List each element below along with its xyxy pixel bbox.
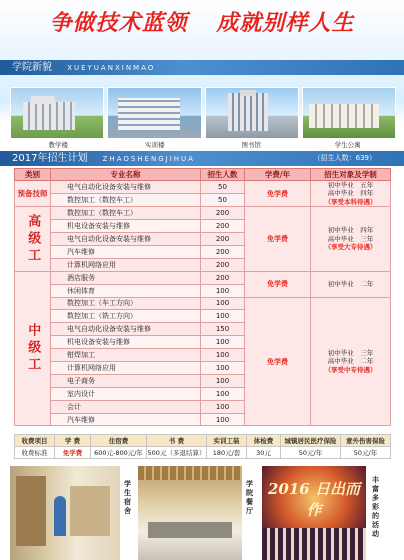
target-cell <box>311 297 391 426</box>
fee-value: 180元/套 <box>207 447 247 459</box>
fee-standard-table <box>14 434 391 459</box>
target-line: 初中毕业 三年 <box>327 348 374 357</box>
fee-header: 实训工装 <box>207 435 247 447</box>
caption-library: 图书馆 <box>241 141 261 149</box>
major-name: 数控加工（数控车工） <box>51 194 201 207</box>
enroll-count: 200 <box>201 220 245 233</box>
fee-header: 收费项目 <box>15 435 55 447</box>
major-name: 机电设备安装与维修 <box>51 336 201 349</box>
enroll-count: 100 <box>201 400 245 413</box>
photo-dormitory <box>10 466 120 560</box>
fee-value: 收费标准 <box>15 447 55 459</box>
fee-header: 书 费 <box>147 435 207 447</box>
slogan-banner <box>0 6 404 50</box>
caption-activities: 丰富多彩的活动 <box>372 476 379 538</box>
fee-header: 学 费 <box>55 435 91 447</box>
major-name: 数控加工（铣工方向） <box>51 310 201 323</box>
plan-section-pinyin: ZHAOSHENGJIHUA <box>102 155 195 163</box>
enroll-count: 100 <box>201 349 245 362</box>
major-name: 钳焊加工 <box>51 349 201 362</box>
enroll-count: 200 <box>201 233 245 246</box>
major-name: 计算机网络应用 <box>51 362 201 375</box>
target-line: 初中毕业 五年 <box>327 181 374 189</box>
target-line: 高中毕业 四年 <box>327 189 374 198</box>
enroll-count: 50 <box>201 194 245 207</box>
column-header: 招生人数 <box>201 169 245 181</box>
fee-value: 500元（多退结算） <box>147 447 207 459</box>
column-header: 专业名称 <box>51 169 201 181</box>
enroll-count: 100 <box>201 413 245 426</box>
enroll-count: 100 <box>201 284 245 297</box>
column-header: 学费/年 <box>245 169 311 181</box>
enroll-count: 50 <box>201 181 245 194</box>
enroll-count: 200 <box>201 271 245 284</box>
major-name: 电气自动化设备安装与维修 <box>51 323 201 336</box>
enroll-count: 200 <box>201 258 245 271</box>
major-name: 计算机网络应用 <box>51 258 201 271</box>
enroll-count: 200 <box>201 207 245 220</box>
target-cell <box>311 207 391 271</box>
major-name: 机电设备安装与维修 <box>51 220 201 233</box>
fee-header: 体检费 <box>247 435 281 447</box>
major-name: 汽车维修 <box>51 245 201 258</box>
target-note: （享受本科待遇） <box>324 197 377 206</box>
fee-header: 意外伤害保险 <box>341 435 391 447</box>
enroll-count: 100 <box>201 362 245 375</box>
major-name: 酒店服务 <box>51 271 201 284</box>
enrollment-plan-body <box>15 169 391 426</box>
slogan-left: 争做技术蓝领 <box>49 10 188 36</box>
category-cell: 高级工 <box>15 207 51 271</box>
enroll-count: 200 <box>201 245 245 258</box>
fee-value: 免学费 <box>55 447 91 459</box>
tuition-cell: 免学费 <box>245 181 311 207</box>
caption-teaching-building: 教学楼 <box>48 141 68 149</box>
category-cell: 预备技师 <box>15 181 51 207</box>
fee-value: 50元/年 <box>281 447 341 459</box>
caption-canteen: 学院餐厅 <box>246 480 253 515</box>
slogan-right: 成就别样人生 <box>216 10 355 36</box>
major-name: 会计 <box>51 400 201 413</box>
photo-library <box>205 87 299 139</box>
enroll-count: 100 <box>201 387 245 400</box>
target-cell <box>311 271 391 297</box>
tuition-cell: 免学费 <box>245 271 311 297</box>
campus-section-pinyin: XUEYUANXINMAO <box>67 64 156 72</box>
photo-training-building <box>107 87 201 139</box>
fee-value: 600元-800元/年 <box>91 447 147 459</box>
fee-value-row <box>15 447 391 459</box>
caption-training-building: 实训楼 <box>145 141 165 149</box>
target-cell <box>311 181 391 207</box>
campus-section-bar <box>0 60 404 75</box>
campus-section-title: 学院新貌 <box>12 62 52 73</box>
major-name: 电子商务 <box>51 374 201 387</box>
column-header: 类别 <box>15 169 51 181</box>
table-row <box>15 181 391 194</box>
enroll-count: 150 <box>201 323 245 336</box>
activities-banner-text: 2016 日出而作 <box>268 480 360 519</box>
fee-header: 城镇居民医疗保险 <box>281 435 341 447</box>
enroll-count: 100 <box>201 336 245 349</box>
column-header: 招生对象及学制 <box>311 169 391 181</box>
photo-activities <box>262 466 366 560</box>
table-row <box>15 207 391 220</box>
table-row <box>15 297 391 310</box>
enrollment-plan-table <box>14 168 391 426</box>
fee-table-body <box>15 435 391 459</box>
major-name: 汽车维修 <box>51 413 201 426</box>
photo-canteen <box>138 466 242 560</box>
fee-header: 住宿费 <box>91 435 147 447</box>
campus-captions <box>10 140 396 150</box>
category-cell: 中级工 <box>15 271 51 426</box>
major-name: 电气自动化设备安装与维修 <box>51 181 201 194</box>
fee-value: 50元/年 <box>341 447 391 459</box>
caption-student-apartment: 学生公寓 <box>334 141 361 149</box>
photo-teaching-building <box>10 87 104 139</box>
major-name: 数控加工（车工方向） <box>51 297 201 310</box>
target-line: 初中毕业 四年 <box>327 226 374 235</box>
header-row <box>15 169 391 181</box>
tuition-cell: 免学费 <box>245 297 311 426</box>
tuition-cell: 免学费 <box>245 207 311 271</box>
target-note: （享受大专待遇） <box>324 243 377 252</box>
target-line: 初中毕业 二年 <box>327 279 374 288</box>
photo-student-apartment <box>302 87 396 139</box>
enroll-count: 100 <box>201 374 245 387</box>
plan-total-note: （招生人数：639） <box>313 154 376 162</box>
fee-header-row <box>15 435 391 447</box>
enroll-count: 100 <box>201 297 245 310</box>
target-note: （享受中专待遇） <box>324 365 377 374</box>
campus-life-photos <box>0 466 404 560</box>
campus-photo-strip <box>10 87 396 139</box>
caption-dormitory: 学生宿舍 <box>124 480 131 515</box>
major-name: 休闲体育 <box>51 284 201 297</box>
plan-section-bar <box>0 151 404 166</box>
enroll-count: 100 <box>201 310 245 323</box>
fee-value: 30元 <box>247 447 281 459</box>
target-line: 高中毕业 二年 <box>327 357 374 366</box>
major-name: 室内设计 <box>51 387 201 400</box>
target-line: 高中毕业 三年 <box>327 234 374 243</box>
plan-section-title: 2017年招生计划 <box>12 153 88 164</box>
table-row <box>15 271 391 284</box>
major-name: 数控加工（数控车工） <box>51 207 201 220</box>
major-name: 电气自动化设备安装与维修 <box>51 233 201 246</box>
